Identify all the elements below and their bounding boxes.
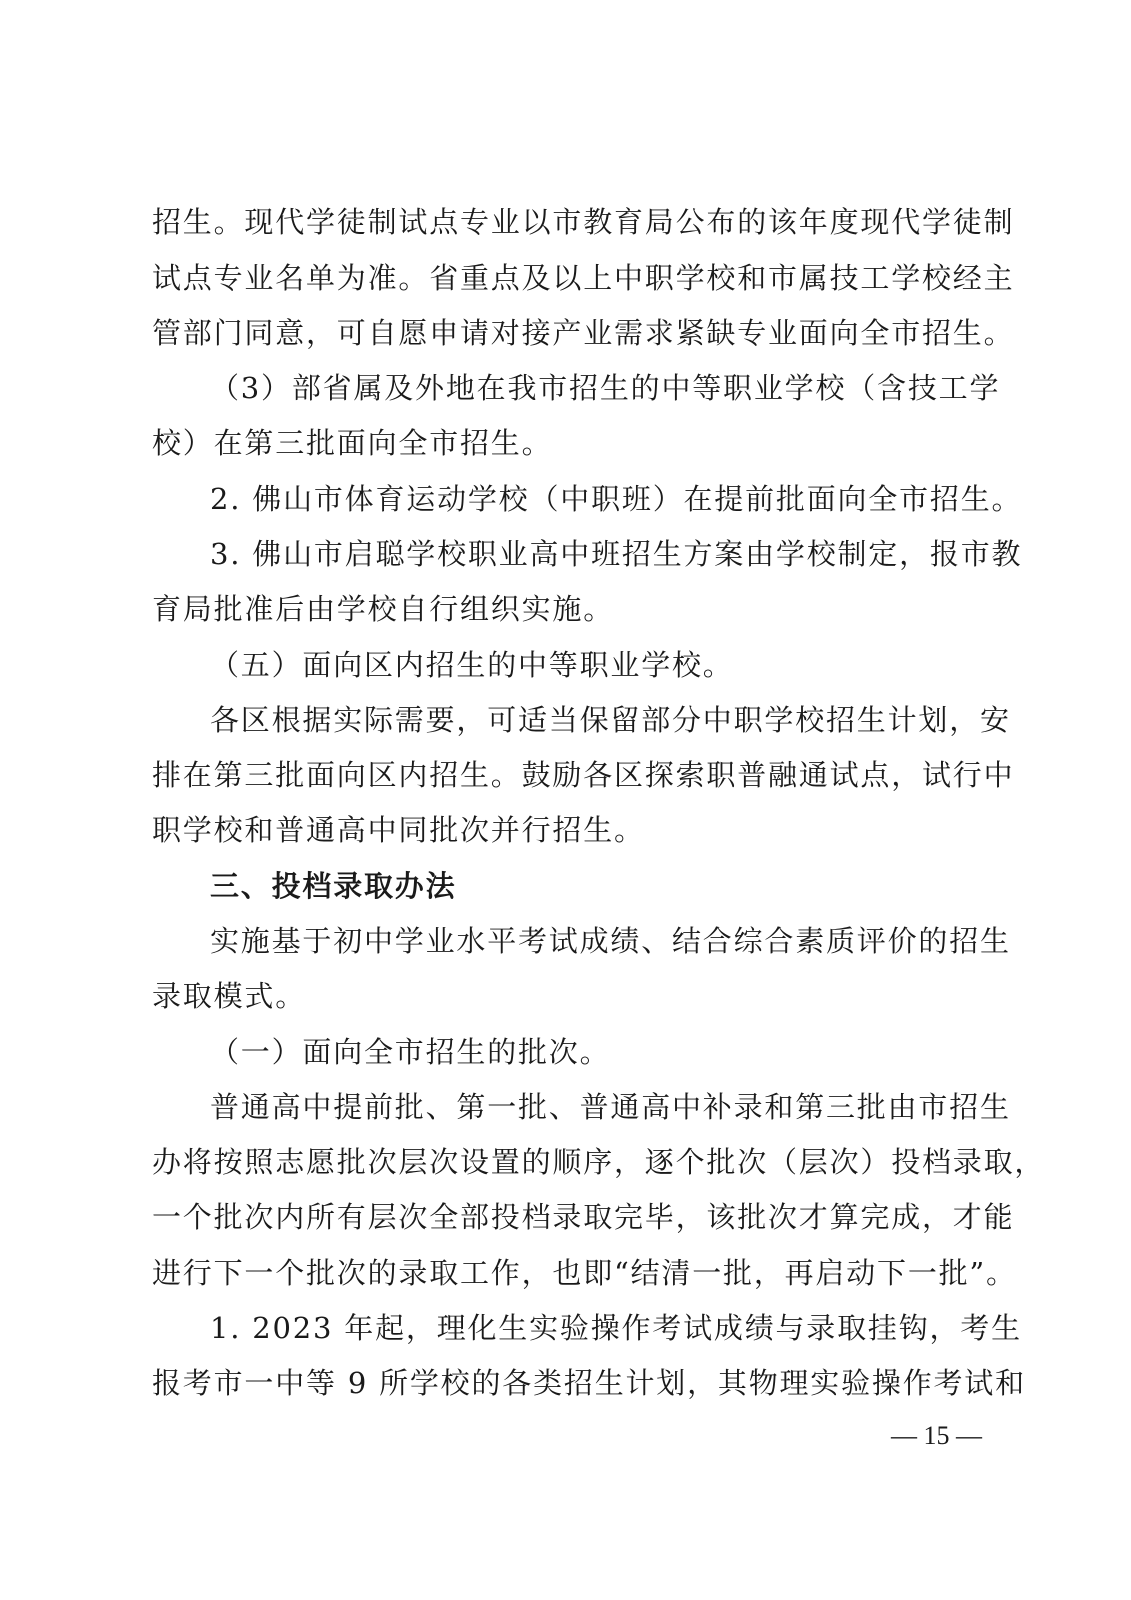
body-text-line: 试点专业名单为准。省重点及以上中职学校和市属技工学校经主 [152, 261, 1015, 295]
body-text-line: 一个批次内所有层次全部投档录取完毕，该批次才算完成，才能 [152, 1200, 1015, 1234]
body-text-line: 管部门同意，可自愿申请对接产业需求紧缺专业面向全市招生。 [152, 316, 1015, 350]
body-text-line: 各区根据实际需要，可适当保留部分中职学校招生计划，安 [210, 703, 1011, 737]
body-text-line: 职学校和普通高中同批次并行招生。 [152, 813, 645, 847]
body-text-line: （3）部省属及外地在我市招生的中等职业学校（含技工学 [210, 371, 1001, 405]
subsection-heading: （五）面向区内招生的中等职业学校。 [210, 648, 734, 682]
section-heading: 三、投档录取办法 [210, 869, 457, 903]
body-text-line: 招生。现代学徒制试点专业以市教育局公布的该年度现代学徒制 [152, 205, 1015, 239]
body-text-line: 普通高中提前批、第一批、普通高中补录和第三批由市招生 [210, 1090, 1011, 1124]
body-text-line: 办将按照志愿批次层次设置的顺序，逐个批次（层次）投档录取， [152, 1145, 1046, 1179]
body-text-line: 校）在第三批面向全市招生。 [152, 426, 553, 460]
page-number: — 15 — [891, 1421, 982, 1450]
body-text-line: 排在第三批面向区内招生。鼓励各区探索职普融通试点，试行中 [152, 758, 1015, 792]
body-text-line: 1. 2023 年起，理化生实验操作考试成绩与录取挂钩，考生 [210, 1311, 1022, 1345]
body-text-line: 进行下一个批次的录取工作，也即“结清一批，再启动下一批”。 [152, 1256, 1017, 1290]
body-text-line: 录取模式。 [152, 979, 307, 1013]
body-text-line: 3. 佛山市启聪学校职业高中班招生方案由学校制定，报市教 [210, 537, 1023, 571]
body-text-line: 育局批准后由学校自行组织实施。 [152, 592, 615, 626]
subsection-heading: （一）面向全市招生的批次。 [210, 1035, 611, 1069]
body-text-line: 实施基于初中学业水平考试成绩、结合综合素质评价的招生 [210, 924, 1011, 958]
body-text-line: 报考市一中等 9 所学校的各类招生计划，其物理实验操作考试和 [152, 1366, 1026, 1400]
body-text-line: 2. 佛山市体育运动学校（中职班）在提前批面向全市招生。 [210, 482, 1023, 516]
